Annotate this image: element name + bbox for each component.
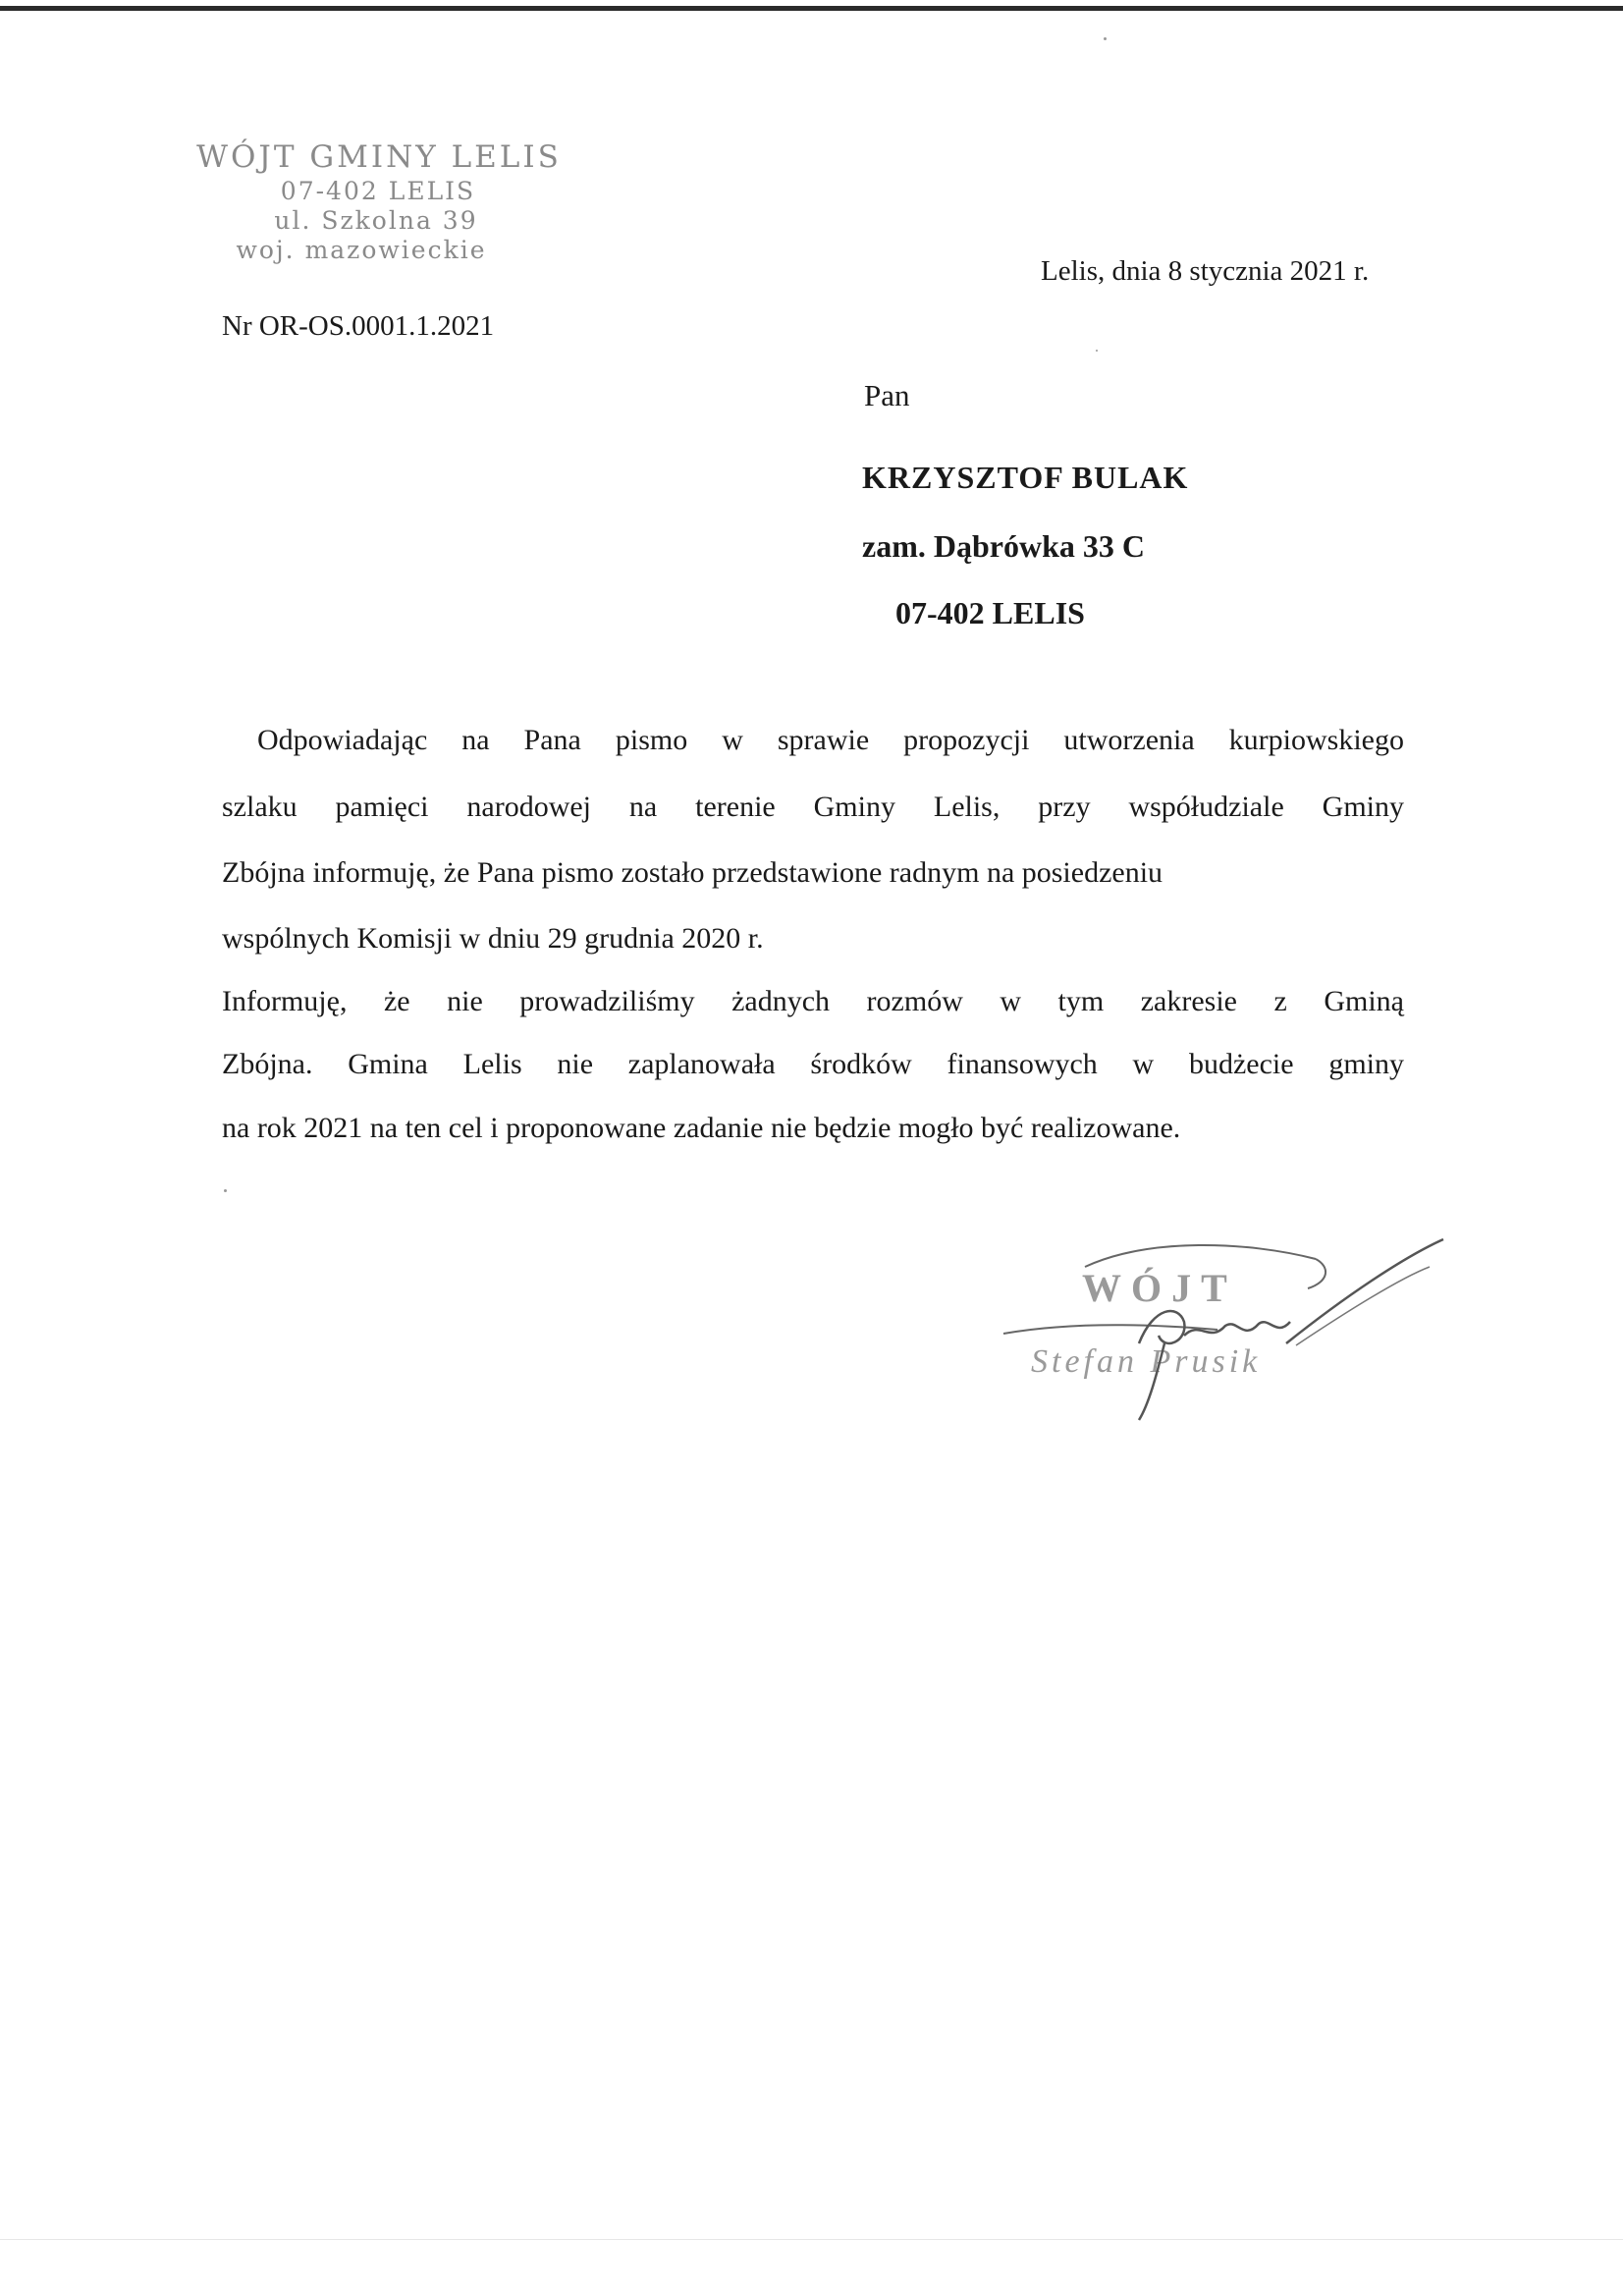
- body-line: Informuję, że nie prowadziliśmy żadnych rozmów w tym zakresie z Gminą: [222, 985, 1404, 1017]
- recipient-address-line-1: zam. Dąbrówka 33 C: [862, 528, 1145, 564]
- stamp-line-1: WÓJT GMINY LELIS: [196, 139, 562, 175]
- body-line: wspólnych Komisji w dniu 29 grudnia 2020 r.: [222, 922, 764, 955]
- recipient-salutation: Pan: [864, 378, 910, 412]
- signature-stamp-title: WÓJT: [1082, 1266, 1237, 1310]
- body-line: Zbójna informuję, że Pana pismo zostało przedstawione radnym na posiedzeniu: [222, 856, 1163, 889]
- stamp-line-4: woj. mazowieckie: [236, 236, 487, 264]
- body-line: szlaku pamięci narodowej na terenie Gminy Lelis, przy współudziale Gminy: [222, 791, 1404, 823]
- body-line: Zbójna. Gmina Lelis nie zaplanowała środków finansowych w budżecie gminy: [222, 1048, 1404, 1080]
- handwritten-signature: [992, 1228, 1463, 1453]
- letter-date: Lelis, dnia 8 stycznia 2021 r.: [1041, 255, 1370, 287]
- top-border: [0, 6, 1623, 11]
- recipient-address-line-2: 07-402 LELIS: [895, 595, 1085, 630]
- stamp-line-3: ul. Szkolna 39: [274, 206, 478, 235]
- scan-speck: [1104, 37, 1107, 40]
- body-line: Odpowiadając na Pana pismo w sprawie propozycji utworzenia kurpiowskiego: [257, 724, 1404, 756]
- stamp-line-2: 07-402 LELIS: [280, 177, 476, 205]
- scan-speck: [224, 1189, 227, 1192]
- office-stamp: [192, 137, 566, 265]
- reference-number: Nr OR-OS.0001.1.2021: [222, 310, 495, 342]
- bottom-border: [0, 2239, 1623, 2240]
- recipient-name: KRZYSZTOF BULAK: [862, 460, 1189, 495]
- scan-speck: [1096, 350, 1098, 352]
- body-line: na rok 2021 na ten cel i proponowane zadanie nie będzie mogło być realizowane.: [222, 1112, 1181, 1144]
- signature-block: [992, 1228, 1463, 1453]
- signature-stamp-name: Stefan Prusik: [1031, 1343, 1262, 1380]
